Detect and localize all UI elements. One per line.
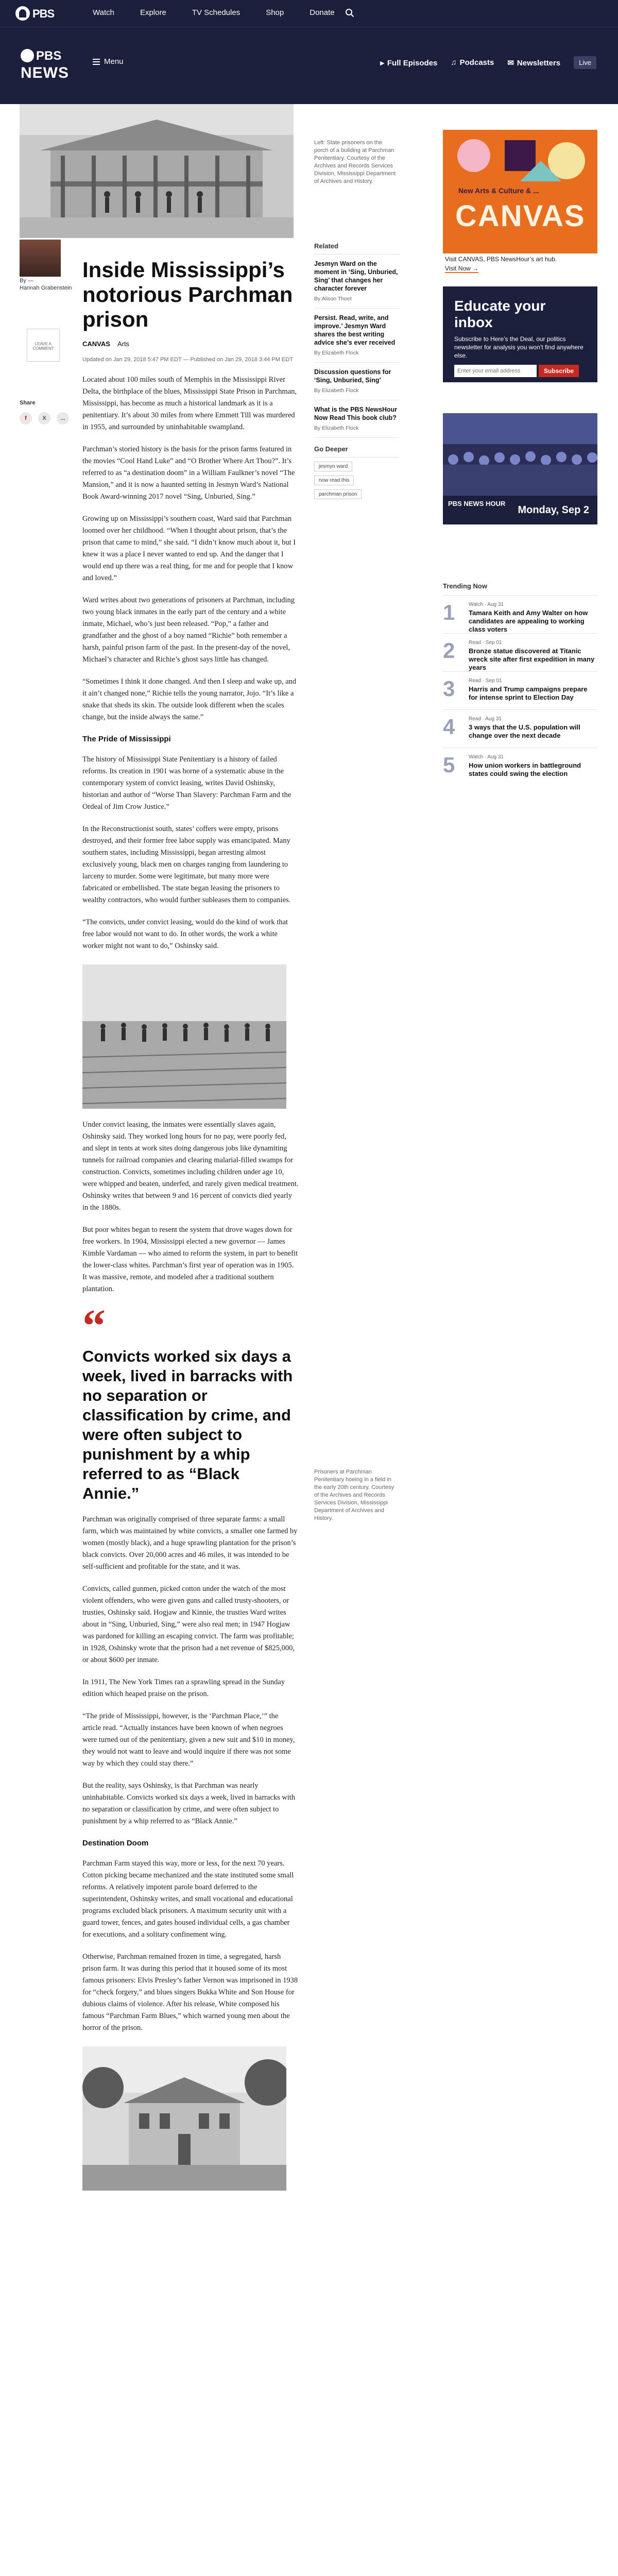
menu-label: Menu	[104, 57, 124, 66]
topnav-links	[93, 8, 335, 17]
trending-number: 1	[443, 600, 455, 624]
paragraph: But poor whites began to resent the system that drove wages down for free workers. In 1904, Mississippi elected a new governor — James Kimble Vardaman — who aimed to reform the system, in part to benefit the lower-class whites. Parchman’s first year of operation was in 1905. It was massive, remote, and modeled after a traditional southern plantation.	[82, 1226, 298, 1293]
related-item[interactable]	[314, 363, 399, 400]
related-title[interactable]: Discussion questions for ‘Sing, Unburied, Sing’	[314, 368, 391, 384]
share-icons	[20, 412, 69, 425]
hero-caption: Left: State prisoners on the porch of a building at Parchman Penitentiary. Courtesy of the Archives and Records Services Division, Mississippi Department of Archives and History.	[314, 140, 396, 184]
brand-pbs: PBS	[36, 49, 62, 63]
hero-photo	[20, 104, 294, 238]
podcasts-link[interactable]	[451, 58, 494, 67]
nav-watch[interactable]: Watch	[93, 8, 114, 17]
prisoners-field-photo	[82, 964, 286, 1109]
newsletter-title: Educate your inbox	[454, 298, 546, 330]
paragraph: But the reality, says Oshinsky, is that Parchman was nearly uninhabitable. Convicts worked six days a week, lived in barracks with no separation or classification by crime, and were often subject to punishment by a whip referred to as “Black Annie.”	[82, 1782, 296, 1825]
trending-title[interactable]: Harris and Trump campaigns prepare for intense sprint to Election Day	[469, 685, 588, 701]
prison-building-illustration	[20, 104, 294, 238]
canvas-ad-caption: Visit CANVAS, PBS NewsHour’s art hub.	[445, 256, 557, 263]
paragraph: Parchman Farm stayed this way, more or less, for the next 70 years. Cotton picking became mechanized and the state instituted some small reforms. A relatively impotent parole board deferred to the superintendent, Oshinsky writes, and small vocational and educational programs excluded black prisoners. A maximum security unit with a guard tower, fences, and gates housed individual cells, a gas chamber for executions, and a solitary confinement wing.	[82, 1859, 294, 1939]
paragraph: In 1911, The New York Times ran a sprawling spread in the Sunday edition which heaped praise on the prison.	[82, 1678, 285, 1698]
full-episodes-link[interactable]	[380, 58, 437, 67]
related-item[interactable]	[314, 309, 399, 363]
trending-number: 4	[443, 715, 455, 739]
trending-title[interactable]: How union workers in battleground states could swing the election	[469, 761, 581, 777]
newsletters-link[interactable]	[507, 58, 560, 67]
promo-date: Monday, Sep 2	[518, 504, 589, 516]
related-byline: By Elizabeth Flock	[314, 387, 359, 394]
trending-number: 2	[443, 638, 455, 663]
subscribe-button[interactable]: Subscribe	[539, 365, 579, 377]
trending-item[interactable]	[443, 595, 597, 633]
nav-tv-schedules[interactable]: TV Schedules	[192, 8, 241, 17]
email-field[interactable]	[454, 365, 537, 377]
trending-item[interactable]	[443, 748, 597, 786]
article-dateline: Updated on Jan 29, 2018 5:47 PM EDT — Published on Jan 29, 2018 3:44 PM EDT	[82, 357, 293, 363]
visit-now-link[interactable]: Visit Now →	[445, 265, 479, 272]
newshour-brand: PBS NEWS HOUR	[448, 500, 506, 507]
canvas-ad-subtitle: New Arts & Culture & ...	[458, 187, 539, 195]
superintendent-home-photo	[82, 2046, 286, 2191]
article-title: Inside Mississippi’s notorious Parchman prison	[82, 258, 293, 331]
trending-kind: Read · Sep 01	[469, 678, 502, 684]
trending-item[interactable]	[443, 633, 597, 671]
section-heading: The Pride of Mississippi	[82, 735, 171, 743]
related-item[interactable]	[314, 400, 399, 438]
author-byline	[20, 277, 72, 292]
canvas-ad[interactable]	[443, 130, 597, 253]
paragraph: “The convicts, under convict leasing, would do the kind of work that free labor would not want to do. In other words, the work a white worker might not want to do,” Oshinsky said.	[82, 918, 288, 950]
trending-title[interactable]: Tamara Keith and Amy Walter on how candidates are appealing to working class voters	[469, 609, 588, 633]
trending-title[interactable]: 3 ways that the U.S. population will change over the next decade	[469, 723, 580, 739]
pull-quote: Convicts worked six days a week, lived in barracks with no separation or classification by crime, and were often subject to punishment by a whip referred to as “Black Annie.”	[82, 1347, 293, 1502]
top-navigation	[0, 0, 618, 27]
live-button[interactable]: Live	[574, 56, 596, 69]
go-deeper-heading: Go Deeper	[314, 445, 399, 457]
paragraph: Growing up on Mississippi’s southern coast, Ward said that Parchman loomed over her childhood. “When I thought about prison, that’s the prison that came to mind,” she said. “I didn’t know much about it, but I knew it was a place I never wanted to end up. And the danger that I would end up there was a real thing, for me and for people that I know and loved.”	[82, 515, 296, 582]
related-byline: By Elizabeth Flock	[314, 350, 359, 356]
comment-badge[interactable]: LEAVE A COMMENT	[27, 329, 60, 362]
related-heading: Related	[314, 242, 399, 255]
play-icon: ▸	[380, 58, 384, 67]
header-right-links	[380, 56, 596, 69]
related-byline: By Alison Thoet	[314, 296, 352, 302]
trending-title[interactable]: Bronze statue discovered at Titanic wreck site after first expedition in many years	[469, 647, 595, 671]
newsletters-label: Newsletters	[517, 58, 561, 67]
pbs-head-icon	[15, 6, 30, 21]
related-item[interactable]	[314, 255, 399, 309]
paragraph: Located about 100 miles south of Memphis in the Mississippi River Delta, the birthplace of the blues, Mississippi State Prison in Parchman, Mississippi, has become as much a historical landmark as it is a penitentiary. It’s about 30 miles from where Emmett Till was murdered in 1955, and surrounded by uninhabitable swampland.	[82, 376, 297, 431]
tag-now-read-this[interactable]: now read this	[314, 476, 354, 485]
field-workers-illustration	[82, 964, 286, 1109]
paragraph: “The pride of Mississippi, however, is the ‘Parchman Place,’” the article read. “Actually instances have been known of when negroes were turned out of the penitentiary, given a new suit and $10 in money, they would not want to leave and would inquire if there was not some way by which they could stay there.”	[82, 1712, 295, 1768]
newsletter-signup	[443, 286, 597, 382]
facebook-icon[interactable]: f	[20, 412, 32, 425]
x-twitter-icon[interactable]: X	[38, 412, 50, 425]
paragraph: In the Reconstructionist south, states’ coffers were empty, prisons destroyed, and their former free labor supply was emancipated. Many southern states, including Mississippi, began arresting almost exclusively young, black men on charges ranging from laundering to larceny to murder. Some were legitimate, but many more were fabricated or embellished. The state began leasing the prisoners to wealthy contractors, who would further subleases them to companies.	[82, 825, 291, 904]
trending-now	[443, 582, 597, 786]
article-body	[82, 258, 299, 2191]
article-tags	[82, 340, 299, 348]
author-name[interactable]: Hannah Grabenstein	[20, 285, 72, 291]
trending-kind: Watch · Aug 31	[469, 754, 504, 760]
full-episodes-label: Full Episodes	[387, 58, 438, 67]
paragraph: Convicts, called gunmen, picked cotton under the watch of the most violent offenders, who were given guns and called trusty-shooters, or trusties, Oshinsky said. Hogjaw and Kinnie, the trusties Ward writes about in “Sing, Unburied, Sing,” were also real men; in 1947 Hogjaw was pardoned for killing an escaping convict. The farm was profitable; in 1928, Oshinsky wrote that the prison had a net revenue of $825,000, or about $600 per inmate.	[82, 1585, 295, 1664]
trending-item[interactable]	[443, 709, 597, 748]
newshour-promo-bar[interactable]	[443, 496, 597, 524]
related-title[interactable]: Jesmyn Ward on the moment in ‘Sing, Unburied, Sing’ that changes her character forever	[314, 260, 398, 292]
paragraph: “Sometimes I think it done changed. And then I sleep and wake up, and it ain’t changed none,” Richie tells the young narrator, Jojo. “It’s like a snake that sheds its skin. The outside look different when the scales change, but the inside always the same.”	[82, 677, 297, 721]
section-heading: Destination Doom	[82, 1839, 149, 1848]
field-photo-caption: Prisoners at Parchman Penitentiary hoeing in a field in the early 20th century. Courtesy of the Archives and Records Services Division, Mississippi Department of Archives and History.	[314, 1469, 394, 1521]
nav-donate[interactable]: Donate	[310, 8, 335, 17]
related-byline: By Elizabeth Flock	[314, 425, 359, 431]
trending-number: 5	[443, 753, 455, 777]
newshour-header	[0, 27, 618, 104]
paragraph: The history of Mississippi State Penitentiary is a history of failed reforms. Its creation in 1901 was borne of a systematic abuse in the contemporary system of convict leasing, writes David Oshinsky, historian and author of “Worse Than Slavery: Parchman Farm and the Ordeal of Jim Crow Justice.”	[82, 755, 291, 811]
paragraph: Under convict leasing, the inmates were essentially slaves again, Oshinsky said. They worked long hours for no pay, were poorly fed, and slept in tents at work sites doing dangerous jobs like dynamiting tunnels for railroad companies and clearing malarial-filled swamps for construction. Convicts, sometimes including children under age 10, were whipped and beaten, underfed, and rarely given medical treatment. Oshinsky writes that between 9 and 16 percent of convicts died yearly in the 1880s.	[82, 1121, 299, 1212]
author-avatar[interactable]	[20, 240, 61, 277]
related-title[interactable]: What is the PBS NewsHour Now Read This book club?	[314, 406, 398, 421]
by-label: By —	[20, 278, 33, 284]
mail-icon: ✉	[507, 58, 514, 67]
trending-kind: Read · Aug 31	[469, 716, 502, 722]
newshour-promo-image[interactable]	[443, 413, 597, 496]
paragraph: Parchman’s storied history is the basis for the prison farms featured in the movies “Cool Hand Luke” and “O Brother Where Art Thou?”. It’s referred to as “a destination doom” in a William Faulkner’s novel “The Mansion,” and it is now a haunted setting in Jesmyn Ward’s National Book Award-winning 2017 novel “Sing, Unburied, Sing.”	[82, 445, 295, 501]
share-label: Share	[20, 400, 36, 406]
trending-kind: Watch · Aug 31	[469, 602, 504, 607]
pbs-news-logo[interactable]	[21, 47, 77, 83]
quote-mark-icon: “	[82, 1300, 106, 1351]
pbs-logo[interactable]	[15, 5, 57, 23]
headphones-icon: ♫	[451, 58, 457, 67]
paragraph: Otherwise, Parchman remained frozen in time, a segregated, harsh prison farm. It was during this period that it housed some of its most famous prisoners: Elvis Presley’s father Vernon was imprisoned in 1938 for “check forgery,” and blues singers Bukka White and Son House for dubious claims of violence. After his release, White composed his famous “Parchman Farm Blues,” which warned young men about the horror of the prison.	[82, 1953, 298, 2032]
search-icon[interactable]	[345, 8, 354, 18]
related-rail	[314, 242, 399, 499]
trending-kind: Read · Sep 01	[469, 640, 502, 646]
paragraph: Ward writes about two generations of prisoners at Parchman, including two young black inmates in the early part of the century and a white inmate, Michael, who’s just been released. “Pop,” a father and grandfather and the ghost of a boy named “Richie” both remember a harsh, painful prison farm of the past. In the present-day of the novel, Michael’s character and Richie’s ghost says little has changed.	[82, 596, 295, 664]
crowd-illustration	[443, 413, 597, 496]
hamburger-icon	[93, 59, 100, 65]
newsletter-description: Subscribe to Here’s the Deal, our politics newsletter for analysis you won’t find anywhere else.	[454, 335, 583, 359]
go-deeper-tags	[314, 457, 399, 499]
canvas-ad-title: CANVAS	[455, 199, 586, 233]
tag-canvas[interactable]: CANVAS	[82, 340, 110, 348]
related-title[interactable]: Persist. Read, write, and improve.’ Jesmyn Ward shares the best writing advice she’s ever received	[314, 314, 396, 346]
trending-item[interactable]	[443, 671, 597, 709]
pbs-logo-text: PBS	[32, 7, 55, 20]
paragraph: Parchman was originally comprised of three separate farms: a small farm, which was maintained by white convicts, a smaller one farmed by women (mostly black), and a huge sprawling plantation for the prison’s black convicts. Over 20,000 acres and 46 miles, it was intended to be self-sufficient and profitable for the state, and it was.	[82, 1515, 298, 1571]
more-share-icon[interactable]: ...	[57, 412, 69, 425]
brand-news: NEWS	[21, 64, 69, 81]
pbs-head-icon	[21, 49, 34, 62]
tag-jesmyn-ward[interactable]: jesmyn ward	[314, 462, 352, 471]
podcasts-label: Podcasts	[459, 58, 494, 67]
newsletter-form	[454, 365, 586, 377]
nav-shop[interactable]: Shop	[266, 8, 284, 17]
nav-explore[interactable]: Explore	[140, 8, 166, 17]
tag-parchman-prison[interactable]: parchman prison	[314, 489, 362, 499]
tag-arts[interactable]: Arts	[117, 340, 130, 348]
house-illustration	[82, 2046, 286, 2191]
trending-heading: Trending Now	[443, 582, 487, 590]
trending-number: 3	[443, 676, 455, 701]
menu-button[interactable]	[93, 57, 124, 66]
